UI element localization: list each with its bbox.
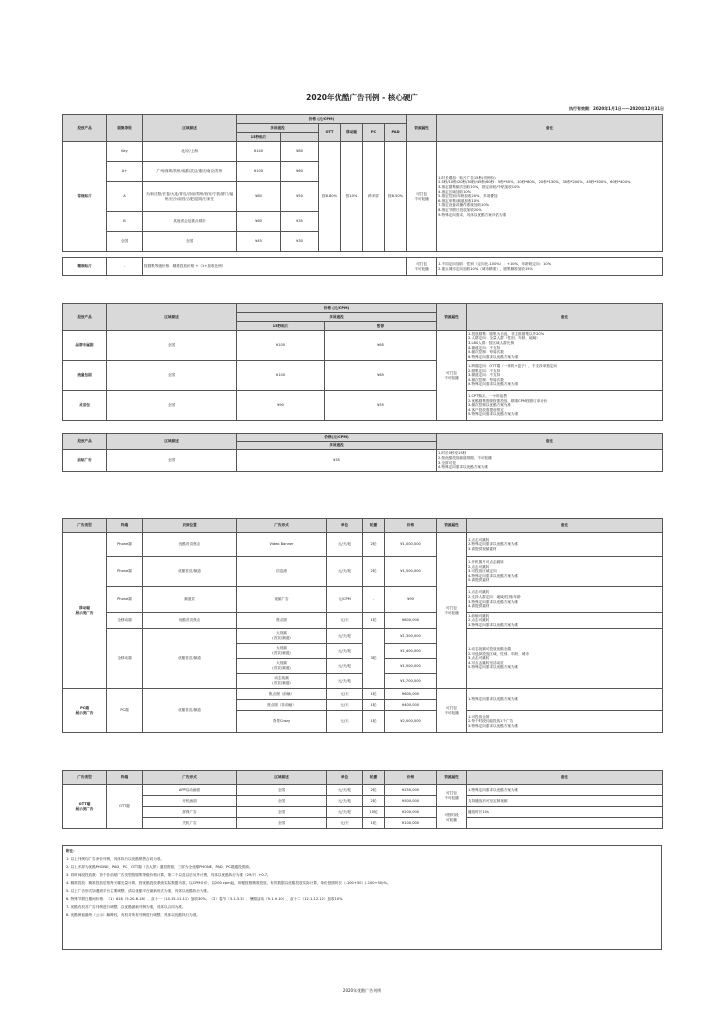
note-item: 4. 精准投放：精准投放后按每天曝光量计算，按优酷投放系统实际数据为准，以CPM计价，以200 cpm起，即便按照精准投放，有效数据以优酷投放实际计算，单价按照时长（-100+50）(-100+50)%。 bbox=[66, 881, 391, 885]
h-price: 价格 (元/CPM) bbox=[237, 304, 437, 313]
h-note: 备注 bbox=[437, 115, 663, 142]
tier-cell: 全国 bbox=[107, 232, 143, 252]
table-regular-preroll bbox=[62, 114, 663, 276]
h-pc: PC bbox=[363, 124, 385, 142]
row-note: 支持播放后可至定制视频 bbox=[467, 796, 663, 807]
row-unit: 元/CPM bbox=[327, 587, 363, 613]
note-item: 1. 以上刊例均广告净价刊例，具体执行以优酷销售合同为准。 bbox=[66, 857, 165, 861]
row-price: ¥35 bbox=[237, 450, 437, 472]
pc-form: 背景Crazy bbox=[237, 711, 327, 733]
h-mob: 移动端 bbox=[341, 124, 363, 142]
multi-pos: 优酷首页/频道 bbox=[143, 629, 237, 689]
h-15s: 15秒贴片 bbox=[237, 133, 281, 142]
h-note: 备注 bbox=[467, 304, 663, 331]
multi-price: ¥1,400,000 bbox=[385, 644, 437, 659]
row-form: 开机画面 bbox=[143, 796, 237, 807]
page-title: 2020年优酷广告刊例 - 核心硬广 bbox=[306, 93, 418, 102]
row-price: ¥100 bbox=[237, 361, 325, 391]
row-unit: 元/天/轮 bbox=[327, 533, 363, 557]
row-end: Phone端 bbox=[107, 587, 143, 613]
h-product: 投放产品 bbox=[63, 304, 107, 331]
pad-cell: 按8.50% bbox=[385, 142, 407, 252]
row-region: 全国 bbox=[107, 331, 237, 361]
multi-price: ¥1,700,000 bbox=[385, 674, 437, 689]
pc-cell: 跨多屏 bbox=[363, 142, 385, 252]
pc-unit: 元/天 bbox=[327, 711, 363, 733]
pc-unit: 元/天 bbox=[327, 689, 363, 700]
region-cell: 全国 bbox=[143, 232, 237, 252]
h-note: 备注 bbox=[467, 519, 663, 533]
multi-price: ¥1,300,000 bbox=[385, 629, 437, 644]
row-price: ¥65 bbox=[325, 361, 437, 391]
h-pause: 暂停 bbox=[325, 322, 437, 331]
page-footer: 2020年优酷广告刊例 bbox=[342, 988, 382, 993]
h-note: 备注 bbox=[437, 434, 663, 450]
note-cell: 1.时长增加：贴片广告15秒(刊例价) 2.5秒/10秒/20秒/30秒/45秒/60秒：5秒*50%，10秒*80%，20秒*130%，30秒*200%，45秒*300%，60秒*400% 3.指定剧集频次加收10%，指定前贴/中贴加收10% 4.指定区域加收10% 5.指定性别/年龄加收20%，多项叠加 6.指定单集/频道加收10% 7.指定设备或操作系统加收10% 8.指定节假日投放加收20% 9.特殊定向需求，具体以优酷方案评估为准 bbox=[437, 142, 663, 252]
row-attr: 可按时段 可轮播 bbox=[437, 807, 467, 829]
tier-cell: A bbox=[107, 182, 143, 212]
row-pos: 优酷首页焦点 bbox=[143, 613, 237, 629]
price-cell: ¥80 bbox=[237, 182, 281, 212]
pc-form: 焦点图（前帧） bbox=[237, 689, 327, 700]
row-days: 2轮 bbox=[363, 533, 385, 557]
multi-unit: 元/天/轮 bbox=[327, 644, 363, 659]
h-multi: 多屏通投 bbox=[237, 124, 319, 133]
h-attr: 资源属性 bbox=[407, 115, 437, 142]
row-name: 流量包剧 bbox=[63, 361, 107, 391]
h-15s: 15秒贴片 bbox=[237, 322, 325, 331]
h-pos: 页面位置 bbox=[143, 519, 237, 533]
row-form: 关机广告 bbox=[143, 818, 237, 829]
row-note: 1.前帧可跳转 2.点击可跳转 3.特殊定向需求以优酷方案为准 bbox=[467, 613, 663, 629]
row-days: 2轮 bbox=[363, 796, 385, 807]
row-pos: 优酷首页焦点 bbox=[143, 533, 237, 557]
multi-form: 动态视频 (首页/频道) bbox=[237, 674, 327, 689]
row-form: Video Banner bbox=[237, 533, 327, 557]
h-type: 广告类型 bbox=[63, 519, 107, 533]
price-cell: ¥50 bbox=[281, 182, 319, 212]
h-attr: 资源属性 bbox=[437, 304, 467, 331]
row-days: 1轮 bbox=[363, 613, 385, 629]
h-unit: 单位 bbox=[327, 519, 363, 533]
row-unit: 元/天/轮 bbox=[327, 785, 363, 796]
row-price: ¥65 bbox=[325, 331, 437, 361]
row-form: 焦点图 bbox=[237, 613, 327, 629]
tier-cell: B bbox=[107, 212, 143, 232]
tier-cell: Key bbox=[107, 142, 143, 162]
pc-note: 1.特殊定向需求以优酷方案为准 bbox=[467, 689, 663, 711]
h-end: 终端 bbox=[107, 519, 143, 533]
row-note: 播放时长10s bbox=[467, 807, 663, 818]
pc-unit: 元/天 bbox=[327, 700, 363, 711]
row-region: 全国 bbox=[237, 818, 327, 829]
tail-note: 1.不同定向加收：性别（定向比-100%）：+10%，年龄段定向：10% 2.重点城市定向加收10%（城市精准），剧集精准加收15% bbox=[437, 258, 663, 276]
h-note: 备注 bbox=[467, 771, 663, 785]
row-form: 信息流 bbox=[237, 557, 327, 587]
ott-cell: 按8.80% bbox=[319, 142, 341, 252]
row-note: 1.开机图片可点击跳转 2.点击可跳转 3.可投放区域定向 4.特殊定向需求以优酷方案为准 5.请提供素材 bbox=[467, 557, 663, 587]
h-form: 广告形式 bbox=[237, 519, 327, 533]
notes-title: 附注： bbox=[66, 849, 77, 853]
h-unit: 单位 bbox=[327, 771, 363, 785]
pc-note: 1.可投放全屏 2.每个时段仅能投放1个广告 3.特殊定向需求以优酷方案为准 bbox=[467, 711, 663, 733]
row-unit: 元/天/轮 bbox=[327, 807, 363, 818]
region-cell: 广州/深圳/杭州/成都/武汉/重庆/南京/苏州 bbox=[143, 162, 237, 182]
pc-days: 1轮 bbox=[363, 711, 385, 733]
validity-period: 执行有效期：2020年1月1日——2020年12月31日 bbox=[569, 106, 664, 111]
row-note: 1.点击可跳转 2.特殊定向需求以优酷方案为准 3.请提供视频素材 bbox=[467, 533, 663, 557]
h-product: 投放产品 bbox=[63, 434, 107, 450]
row-note: 1.CPT购买，一小时起售 2.优酷剧集资源按需投放，精准CPM按照订单计价 3.频次控制以优酷方案为准 4.客户投放需提前预定 5.特殊定向需求以优酷方案为准 bbox=[467, 391, 663, 421]
row-note: 1.特殊定向需求以优酷方案为准 bbox=[467, 785, 663, 796]
row-form: 屏保广告 bbox=[143, 807, 237, 818]
table-package bbox=[62, 303, 663, 421]
note-item: 2. 以上多屏为优酷PHONE、PAD、PC、OTT端（含大屏）通投资源，三屏为全优酷PHONE、PAD、PC端通投资源。 bbox=[66, 865, 253, 869]
multi-unit: 元/天/轮 bbox=[327, 659, 363, 674]
h-price: 价格 bbox=[385, 771, 437, 785]
note-item: 8. 优酷保留最终（公示）解释权，有权对所有刊例进行调整，具体以优酷执行为准。 bbox=[66, 913, 200, 917]
pc-days: 1轮 bbox=[363, 700, 385, 711]
h-form: 广告形式 bbox=[143, 771, 237, 785]
tail-region: 按剧集等级价格：精准投放价格 +（1+加收比例） bbox=[143, 258, 407, 276]
row-days: 1轮 bbox=[363, 818, 385, 829]
multi-end: 全移动端 bbox=[107, 629, 143, 689]
row-region: 全国 bbox=[237, 796, 327, 807]
row-pos: 频道页 bbox=[143, 587, 237, 613]
price-cell: ¥60 bbox=[237, 212, 281, 232]
ott-end: OTT端 bbox=[107, 785, 143, 829]
region-cell: 天津/沈阳/长春/大连/青岛/济南/郑州/西安/宁波/厦门/福州/长沙/南昌/合肥/昆明/石家庄 bbox=[143, 182, 237, 212]
row-note: 1.点击可跳转 2.支持人群定向：地域/性别/年龄 3.特殊定向需求以优酷方案为准 4.请提供素材 bbox=[467, 587, 663, 613]
pc-price: ¥400,000 bbox=[385, 700, 437, 711]
row-price: ¥200,000 bbox=[385, 807, 437, 818]
row-price: ¥100 bbox=[237, 331, 325, 361]
row-end: 全移动端 bbox=[107, 613, 143, 629]
row-days: 10轮 bbox=[363, 807, 385, 818]
mob-cell: 按10% bbox=[341, 142, 363, 252]
multi-form: 大视频 (首页/频道) bbox=[237, 644, 327, 659]
row-unit: 元/天 bbox=[327, 613, 363, 629]
row-note: 1.时长5秒至15秒 2.按优酷投放频道排期，不可轮播 3.全屏可见 4.特殊定向需求以优酷方案为准 bbox=[437, 450, 663, 472]
row-name: 灵活包 bbox=[63, 391, 107, 421]
h-price: 价格 bbox=[385, 519, 437, 533]
h-days: 轮播 bbox=[363, 519, 385, 533]
price-cell: ¥140 bbox=[237, 142, 281, 162]
group-ott: OTT端 展示类广告 bbox=[63, 785, 107, 829]
pc-attr: 可打包 不可轮播 bbox=[437, 689, 467, 733]
row-price: ¥500,000 bbox=[385, 796, 437, 807]
row-end: Phone端 bbox=[107, 557, 143, 587]
pc-end: PC端 bbox=[107, 689, 143, 733]
row-note: 1.投放剧集：剧集为自选，非主推剧集以外20% 2.人群定向：全量人群（性别、年龄、地域） 3.LBS人群：按区域人群比例 4.频道定向：不支持 5.频次控制：每周次数 6.特殊定向需求以优酷方案为准 bbox=[467, 331, 663, 361]
price-cell: ¥60 bbox=[281, 162, 319, 182]
h-region: 区域描述 bbox=[107, 434, 237, 450]
pc-days: 1轮 bbox=[363, 689, 385, 700]
h-price: 价格(元/CPM) bbox=[237, 434, 437, 442]
pc-form: 焦点图（非前帧） bbox=[237, 700, 327, 711]
h-attr: 资源属性 bbox=[437, 519, 467, 533]
price-cell: ¥35 bbox=[281, 212, 319, 232]
row-days: 2轮 bbox=[363, 557, 385, 587]
multi-unit: 元/天/轮 bbox=[327, 629, 363, 644]
h-type: 广告类型 bbox=[63, 771, 107, 785]
table-display bbox=[62, 518, 663, 733]
row-region: 全国 bbox=[107, 361, 237, 391]
table-pre-roll bbox=[62, 433, 663, 472]
row-price: ¥800,000 bbox=[385, 613, 437, 629]
multi-form: 大视频 (首页/频道) bbox=[237, 659, 327, 674]
row-price: ¥55 bbox=[325, 391, 437, 421]
h-region: 区域描述 bbox=[143, 115, 237, 142]
tail-attr: 可打包 不可轮播 bbox=[407, 258, 437, 276]
row-price: ¥90 bbox=[237, 391, 325, 421]
multi-note: 1.动态视频可投放优酷全端 2.可选择投放区域、性别、年龄、城市 3.点击可跳转 4.可点击跳转至活动页 5.特殊定向需求以优酷方案为准 bbox=[467, 629, 663, 689]
row-form: 视频广告 bbox=[237, 587, 327, 613]
h-blank bbox=[281, 133, 319, 142]
row-attr: 可打包 不可轮播 bbox=[437, 331, 467, 421]
row-price: ¥250,000 bbox=[385, 785, 437, 796]
h-region: 区域描述 bbox=[237, 771, 327, 785]
row-price: ¥100,000 bbox=[385, 818, 437, 829]
row-days: 2轮 bbox=[363, 785, 385, 796]
h-multi: 多屏通投 bbox=[237, 313, 437, 322]
region-cell: 其他省会及重点城市 bbox=[143, 212, 237, 232]
row-end: Phone端 bbox=[107, 533, 143, 557]
row-attr: 可打包 不可轮播 bbox=[437, 533, 467, 689]
note-item: 5. 以上广告形式如遇到平台主要调整，请以优酷平台最新形式为准，具体以优酷执行为准。 bbox=[66, 889, 211, 893]
product-cell: 常规贴片 bbox=[63, 142, 107, 252]
attr-cell: 可打包 不可轮播 bbox=[407, 142, 437, 252]
note-item: 7. 优酷有权对广告刊例进行调整，以优酷最新刊例为准，具体以合同为准。 bbox=[66, 905, 186, 909]
row-region: 全国 bbox=[237, 785, 327, 796]
multi-days: 3轮 bbox=[363, 629, 385, 689]
price-cell: ¥45 bbox=[237, 232, 281, 252]
h-attr: 资源属性 bbox=[437, 771, 467, 785]
h-days: 轮播 bbox=[363, 771, 385, 785]
group-mobile: 移动端 展示类广告 bbox=[63, 533, 107, 689]
h-end: 终端 bbox=[107, 771, 143, 785]
row-region: 全国 bbox=[107, 391, 237, 421]
row-unit: 元/天/轮 bbox=[327, 796, 363, 807]
price-cell: ¥80 bbox=[281, 142, 319, 162]
note-item: 6. 特殊节假日期间价格：（1）618（5.20-6.18）、双十一（10.15-11.11）加收30%；（2）春节（3.1-3.3）、暑期活动（9.1-9.10）、双十二（12.1-12.12）加收10% bbox=[66, 897, 343, 901]
row-unit: 元/天 bbox=[327, 818, 363, 829]
price-cell: ¥100 bbox=[237, 162, 281, 182]
notes-box bbox=[62, 845, 662, 950]
pc-price: ¥2,000,000 bbox=[385, 711, 437, 733]
row-pos: 优酷首页/频道 bbox=[143, 557, 237, 587]
h-region: 区域描述 bbox=[107, 304, 237, 331]
row-days: - bbox=[363, 587, 385, 613]
tail-product: 精准贴片 bbox=[63, 258, 107, 276]
group-pc: PC端 展示类广告 bbox=[63, 689, 107, 733]
pc-price: ¥600,000 bbox=[385, 689, 437, 700]
h-multi: 多屏通投 bbox=[237, 442, 437, 450]
multi-form: 大视频 (首页/频道) bbox=[237, 629, 327, 644]
note-item: 3. 同时间段投放数：首个非前贴广告类型按剧集等级价格计算，第二个以及以后另外计费，具体以优酷执行为准（29/7）+0.7。 bbox=[66, 873, 271, 877]
row-unit: 元/天/轮 bbox=[327, 557, 363, 587]
row-note: 1.跨端定向：OTT端（一体机+盒子），不支持单独定向 2.剧集定向：不支持 3.频道定向：不支持 4.频次控制：每周次数 5.特殊定向需求以优酷方案为准 bbox=[467, 361, 663, 391]
tail-tier: - bbox=[107, 258, 143, 276]
row-attr: 可打包 不可轮播 bbox=[437, 785, 467, 807]
pc-pos: 优酷首页/频道 bbox=[143, 689, 237, 733]
row-region: 全国 bbox=[107, 450, 237, 472]
row-name: 前贴广告 bbox=[63, 450, 107, 472]
h-tier: 剧集等级 bbox=[107, 115, 143, 142]
row-price: ¥1,500,000 bbox=[385, 557, 437, 587]
table-ott bbox=[62, 770, 663, 829]
multi-unit: 元/天/轮 bbox=[327, 674, 363, 689]
h-price: 价格 (元/CPM) bbox=[237, 115, 407, 124]
row-note bbox=[467, 818, 663, 829]
row-price: ¥1,000,000 bbox=[385, 533, 437, 557]
h-product: 投放产品 bbox=[63, 115, 107, 142]
price-cell: ¥30 bbox=[281, 232, 319, 252]
row-form: APP启动画面 bbox=[143, 785, 237, 796]
row-name: 品牌专属剧 bbox=[63, 331, 107, 361]
h-pad: PAD bbox=[385, 124, 407, 142]
region-cell: 北/京/上海 bbox=[143, 142, 237, 162]
tier-cell: A+ bbox=[107, 162, 143, 182]
multi-price: ¥1,500,000 bbox=[385, 659, 437, 674]
h-ott: OTT bbox=[319, 124, 341, 142]
row-price: ¥90 bbox=[385, 587, 437, 613]
row-region: 全国 bbox=[237, 807, 327, 818]
